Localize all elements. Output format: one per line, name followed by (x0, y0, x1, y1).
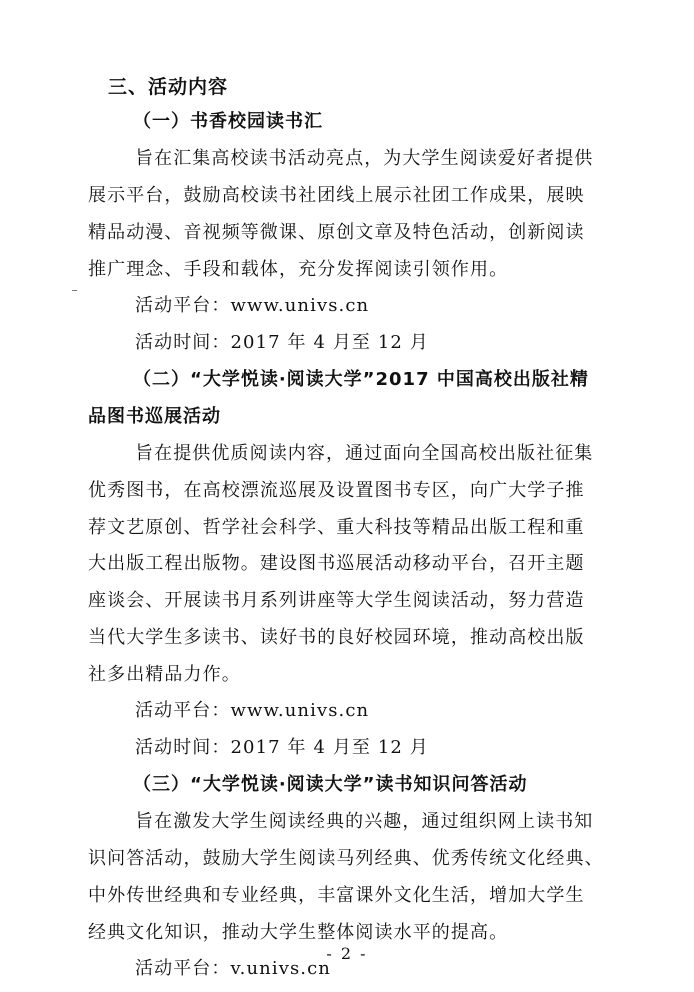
subsection-3-title: （三）“大学悦读·阅读大学”读书知识问答活动 (133, 774, 528, 795)
subsection-1-time: 活动时间：2017 年 4 月至 12 月 (135, 332, 429, 353)
page-number: - 2 - (326, 944, 368, 963)
subsection-3-line-1: 旨在激发大学生阅读经典的兴趣，通过组织网上读书知 (135, 811, 594, 832)
subsection-2-line-2: 优秀图书，在高校漂流巡展及设置图书专区，向广大学子推 (88, 480, 585, 501)
subsection-2-line-4: 大出版工程出版物。建设图书巡展活动移动平台，召开主题 (88, 553, 585, 574)
subsection-3-line-2: 识问答活动，鼓励大学生阅读马列经典、优秀传统文化经典、 (88, 848, 604, 869)
subsection-1-line-1: 旨在汇集高校读书活动亮点，为大学生阅读爱好者提供 (135, 148, 594, 169)
subsection-1-line-3: 精品动漫、音视频等微课、原创文章及特色活动，创新阅读 (88, 222, 585, 243)
subsection-3-line-3: 中外传世经典和专业经典，丰富课外文化生活，增加大学生 (88, 885, 585, 906)
section-title: 三、活动内容 (108, 76, 229, 98)
subsection-3-platform: 活动平台：v.univs.cn (135, 958, 331, 979)
subsection-2-line-3: 荐文艺原创、哲学社会科学、重大科技等精品出版工程和重 (88, 517, 585, 538)
subsection-1-line-2: 展示平台，鼓励高校读书社团线上展示社团工作成果，展映 (88, 185, 585, 206)
scan-mark (72, 290, 77, 291)
subsection-3-line-4: 经典文化知识，推动大学生整体阅读水平的提高。 (88, 922, 509, 943)
subsection-1-platform: 活动平台：www.univs.cn (135, 295, 370, 316)
subsection-2-line-1: 旨在提供优质阅读内容，通过面向全国高校出版社征集 (135, 443, 594, 464)
subsection-1-line-4: 推广理念、手段和载体，充分发挥阅读引领作用。 (88, 259, 509, 280)
subsection-2-time: 活动时间：2017 年 4 月至 12 月 (135, 737, 429, 758)
subsection-2-title-line-2: 品图书巡展活动 (88, 406, 221, 427)
subsection-2-line-5: 座谈会、开展读书月系列讲座等大学生阅读活动，努力营造 (88, 590, 585, 611)
subsection-2-line-7: 社多出精品力作。 (88, 664, 241, 685)
subsection-2-line-6: 当代大学生多读书、读好书的良好校园环境，推动高校出版 (88, 627, 585, 648)
subsection-1-title: （一）书香校园读书汇 (133, 111, 323, 132)
subsection-2-title-line-1: （二）“大学悦读·阅读大学”2017 中国高校出版社精 (133, 369, 589, 390)
subsection-2-platform: 活动平台：www.univs.cn (135, 700, 370, 721)
